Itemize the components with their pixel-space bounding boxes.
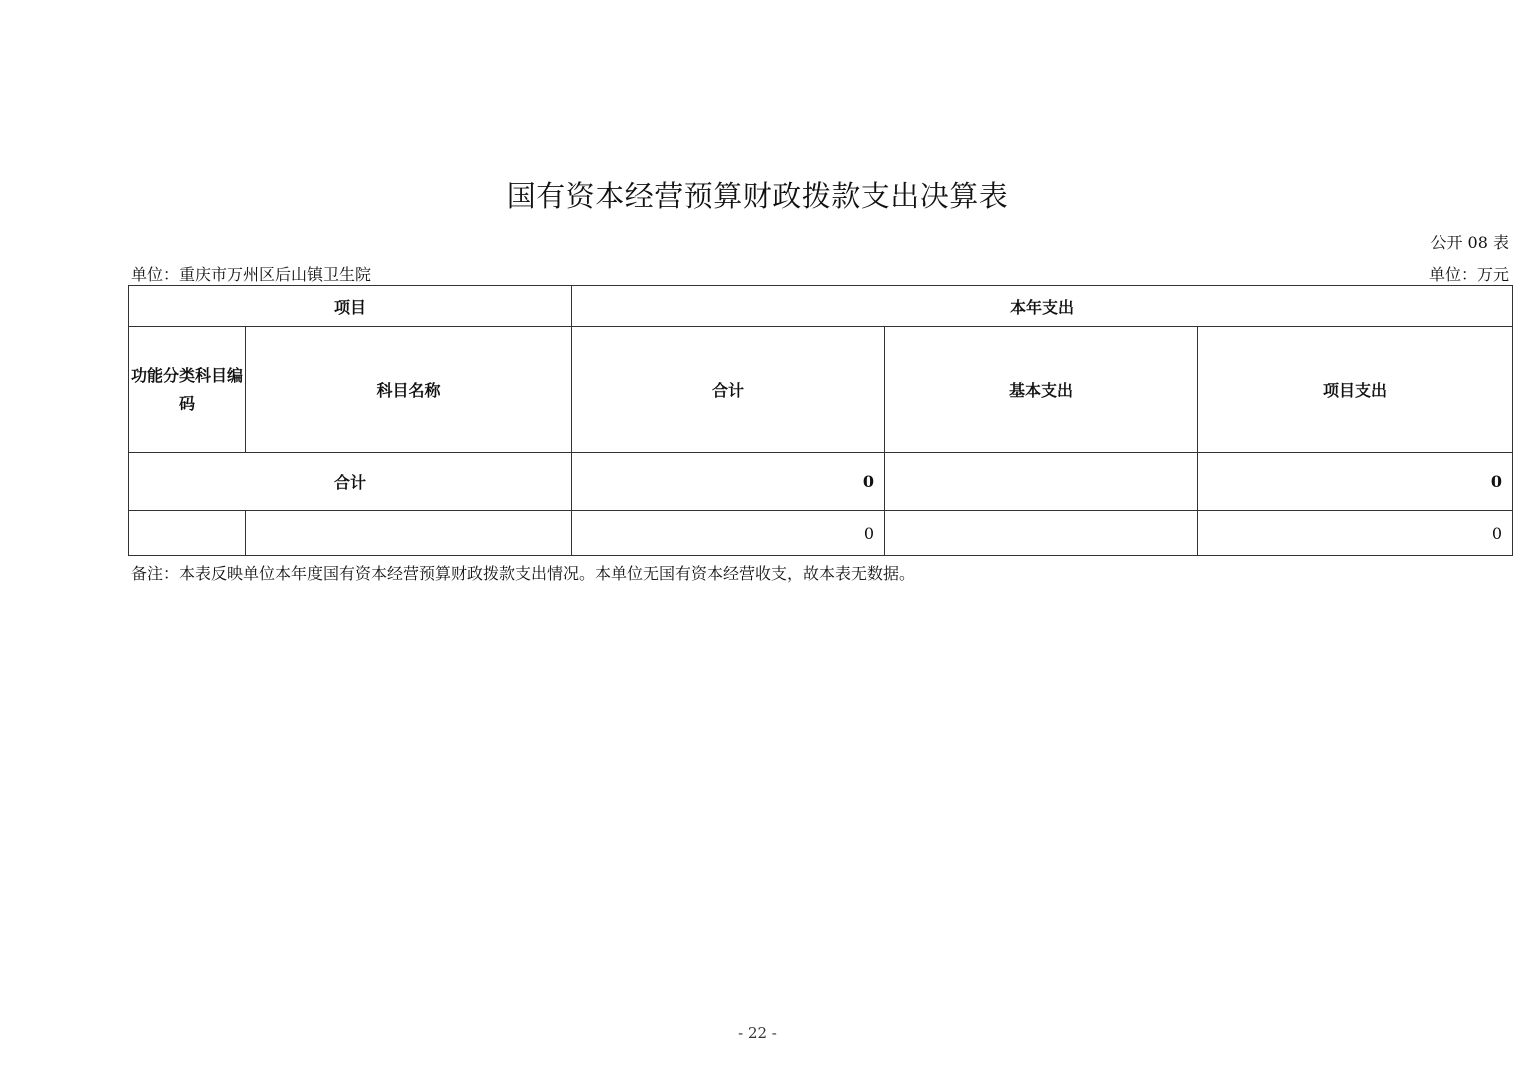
expense-table <box>128 285 1513 556</box>
unit-organization: 单位：重庆市万州区后山镇卫生院 <box>131 265 372 284</box>
header-code: 功能分类科目编码 <box>129 327 246 453</box>
row-code <box>129 511 246 556</box>
total-row <box>129 453 1513 511</box>
table-row <box>129 511 1513 556</box>
document-title: 国有资本经营预算财政拨款支出决算表 <box>506 179 1009 213</box>
header-item: 项目 <box>129 286 572 327</box>
header-current-year-expense: 本年支出 <box>572 286 1513 327</box>
row-project: 0 <box>1198 511 1513 556</box>
table-header-row-2 <box>129 327 1513 453</box>
total-row-label: 合计 <box>129 453 572 511</box>
header-project-expense: 项目支出 <box>1198 327 1513 453</box>
row-basic <box>885 511 1198 556</box>
header-basic-expense: 基本支出 <box>885 327 1198 453</box>
row-total: 0 <box>572 511 885 556</box>
header-total: 合计 <box>572 327 885 453</box>
unit-currency: 单位：万元 <box>1428 265 1509 284</box>
row-name <box>246 511 572 556</box>
table-note: 备注：本表反映单位本年度国有资本经营预算财政拨款支出情况。本单位无国有资本经营收支，故本表无数据。 <box>131 564 916 583</box>
total-row-project: 0 <box>1198 453 1513 511</box>
table-header-row-1 <box>129 286 1513 327</box>
page-number: - 22 - <box>738 1024 777 1042</box>
total-row-basic <box>885 453 1198 511</box>
header-subject-name: 科目名称 <box>246 327 572 453</box>
total-row-total: 0 <box>572 453 885 511</box>
form-number: 公开 08 表 <box>1430 233 1509 252</box>
